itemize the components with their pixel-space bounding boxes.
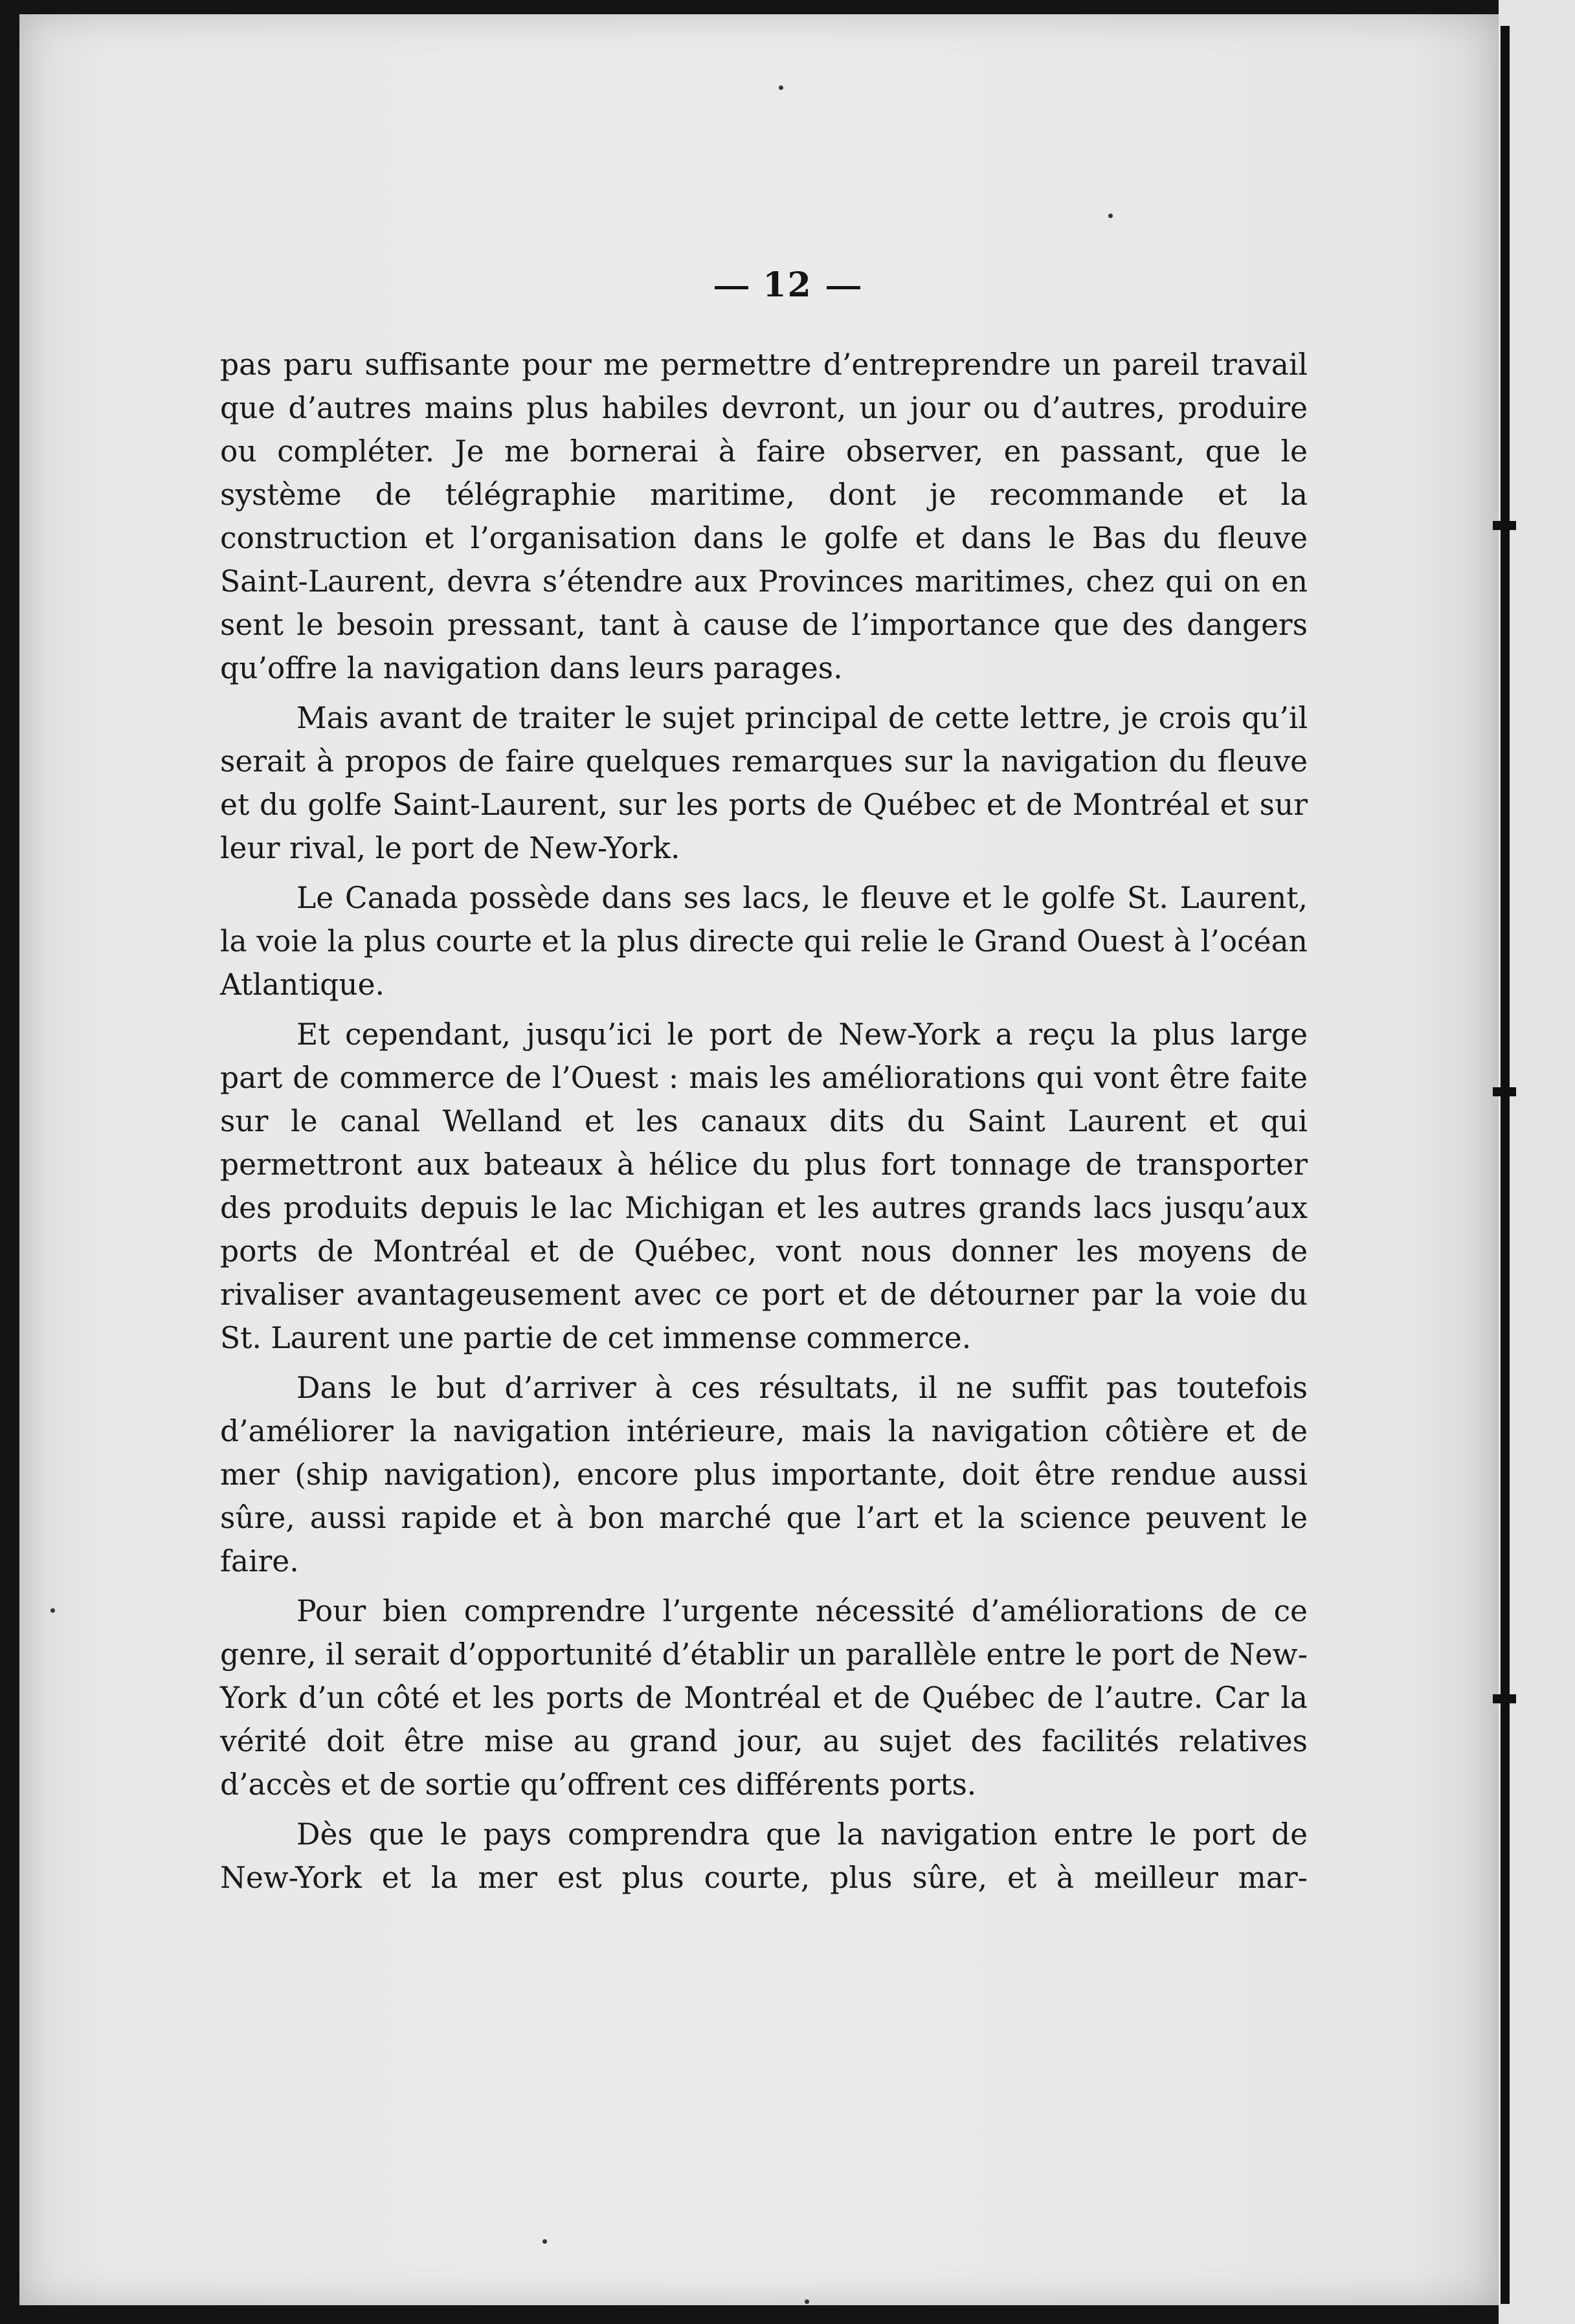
page-number-value: 12 [763,265,812,305]
binding-edge [1499,0,1575,2324]
ink-speck [50,1608,55,1613]
paragraph: Le Canada possède dans ses lacs, le fleuve et le golfe St. Laurent, la voie la plus courte et la plus directe qui relie le Grand Ouest à l’océan Atlantique. [220,881,1308,1002]
dash-left [715,286,748,289]
binding-tick [1493,1694,1516,1703]
ink-speck [1108,214,1113,218]
body-text [220,343,1308,1906]
binding-tick [1493,521,1516,530]
paragraph: Et cependant, jusqu’ici le port de New-York a reçu la plus large part de commerce de l’Ouest : mais les améliorations qui vont être faite sur le canal Welland et les canaux dits du Saint Laurent et qui permettront aux bateaux à hélice du plus fort tonnage de transporter des produits depuis le lac Michigan et les autres grands lacs jusqu’aux ports de Montréal et de Québec, vont nous donner les moyens de rivaliser avantageusement avec ce port et de détourner par la voie du St. Laurent une partie de cet immense commerce. [220,1017,1308,1355]
paragraph: Mais avant de traiter le sujet principal de cette lettre, je crois qu’il serait à propos de faire quelques remarques sur la navigation du fleuve et du golfe Saint-Laurent, sur les ports de Québec et de Montréal et sur leur rival, le port de New-York. [220,701,1308,865]
ink-speck [805,2299,809,2304]
binding-rule [1501,26,1510,2304]
page-number [0,265,1575,305]
paragraph: Dans le but d’arriver à ces résultats, il ne suffit pas toutefois d’améliorer la navigation intérieure, mais la navigation côtière et de mer (ship navigation), encore plus importante, doit être rendue aussi sûre, aussi rapide et à bon marché que l’art et la science peuvent le faire. [220,1371,1308,1578]
ink-speck [542,2239,547,2244]
paragraph: Dès que le pays comprendra que la navigation entre le port de New-York et la mer est plus courte, plus sûre, et à meilleur mar- [220,1817,1308,1895]
paragraph: pas paru suffisante pour me permettre d’entreprendre un pareil travail que d’autres mains plus habiles devront, un jour ou d’autres, produire ou compléter. Je me bornerai à faire observer, en passant, que le système de télégraphie maritime, dont je recommande et la construction et l’organisation dans le golfe et dans le Bas du fleuve Saint-Laurent, devra s’étendre aux Provinces maritimes, chez qui on en sent le besoin pressant, tant à cause de l’importance que des dangers qu’offre la navigation dans leurs parages. [220,348,1308,685]
ink-speck [779,85,783,90]
dash-right [827,286,860,289]
binding-tick [1493,1087,1516,1096]
paragraph: Pour bien comprendre l’urgente nécessité d’améliorations de ce genre, il serait d’opportunité d’établir un parallèle entre le port de New-York d’un côté et les ports de Montréal et de Québec de l’autre. Car la vérité doit être mise au grand jour, au sujet des facilités relatives d’accès et de sortie qu’offrent ces différents ports. [220,1594,1308,1802]
